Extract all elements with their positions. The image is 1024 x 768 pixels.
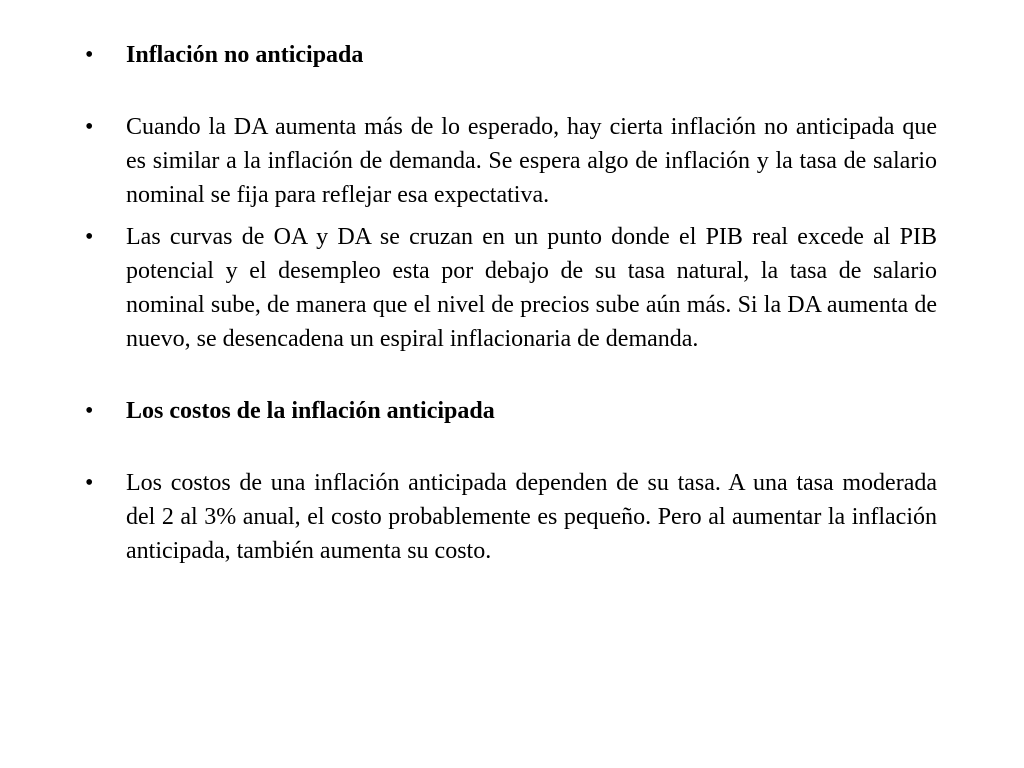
bullet-list xyxy=(85,38,937,568)
heading-text: Inflación no anticipada xyxy=(126,42,364,68)
bullet-icon: • xyxy=(85,114,94,140)
list-item-paragraph xyxy=(85,466,937,568)
heading-text: Los costos de la inflación anticipada xyxy=(126,398,495,424)
paragraph-text: Los costos de una inflación anticipada dependen de su tasa. A una tasa moderada del 2 al 3% anual, el costo probablemente es pequeño. Pero al aumentar la inflación anticipada, también aumenta su costo. xyxy=(126,470,937,564)
bullet-icon: • xyxy=(85,398,94,424)
list-item-heading-unanticipated-inflation xyxy=(85,38,937,72)
bullet-icon: • xyxy=(85,224,94,250)
list-item-paragraph xyxy=(85,110,937,212)
bullet-icon: • xyxy=(85,42,94,68)
list-item-heading-anticipated-inflation-costs xyxy=(85,394,937,428)
paragraph-text: Las curvas de OA y DA se cruzan en un punto donde el PIB real excede al PIB potencial y el desempleo esta por debajo de su tasa natural, la tasa de salario nominal sube, de manera que el nivel de precios sube aún más. Si la DA aumenta de nuevo, se desencadena un espiral inflacionaria de demanda. xyxy=(126,224,937,352)
paragraph-text: Cuando la DA aumenta más de lo esperado, hay cierta inflación no anticipada que es similar a la inflación de demanda. Se espera algo de inflación y la tasa de salario nominal se fija para reflejar esa expectativa. xyxy=(126,114,937,208)
list-item-paragraph xyxy=(85,220,937,356)
bullet-icon: • xyxy=(85,470,94,496)
